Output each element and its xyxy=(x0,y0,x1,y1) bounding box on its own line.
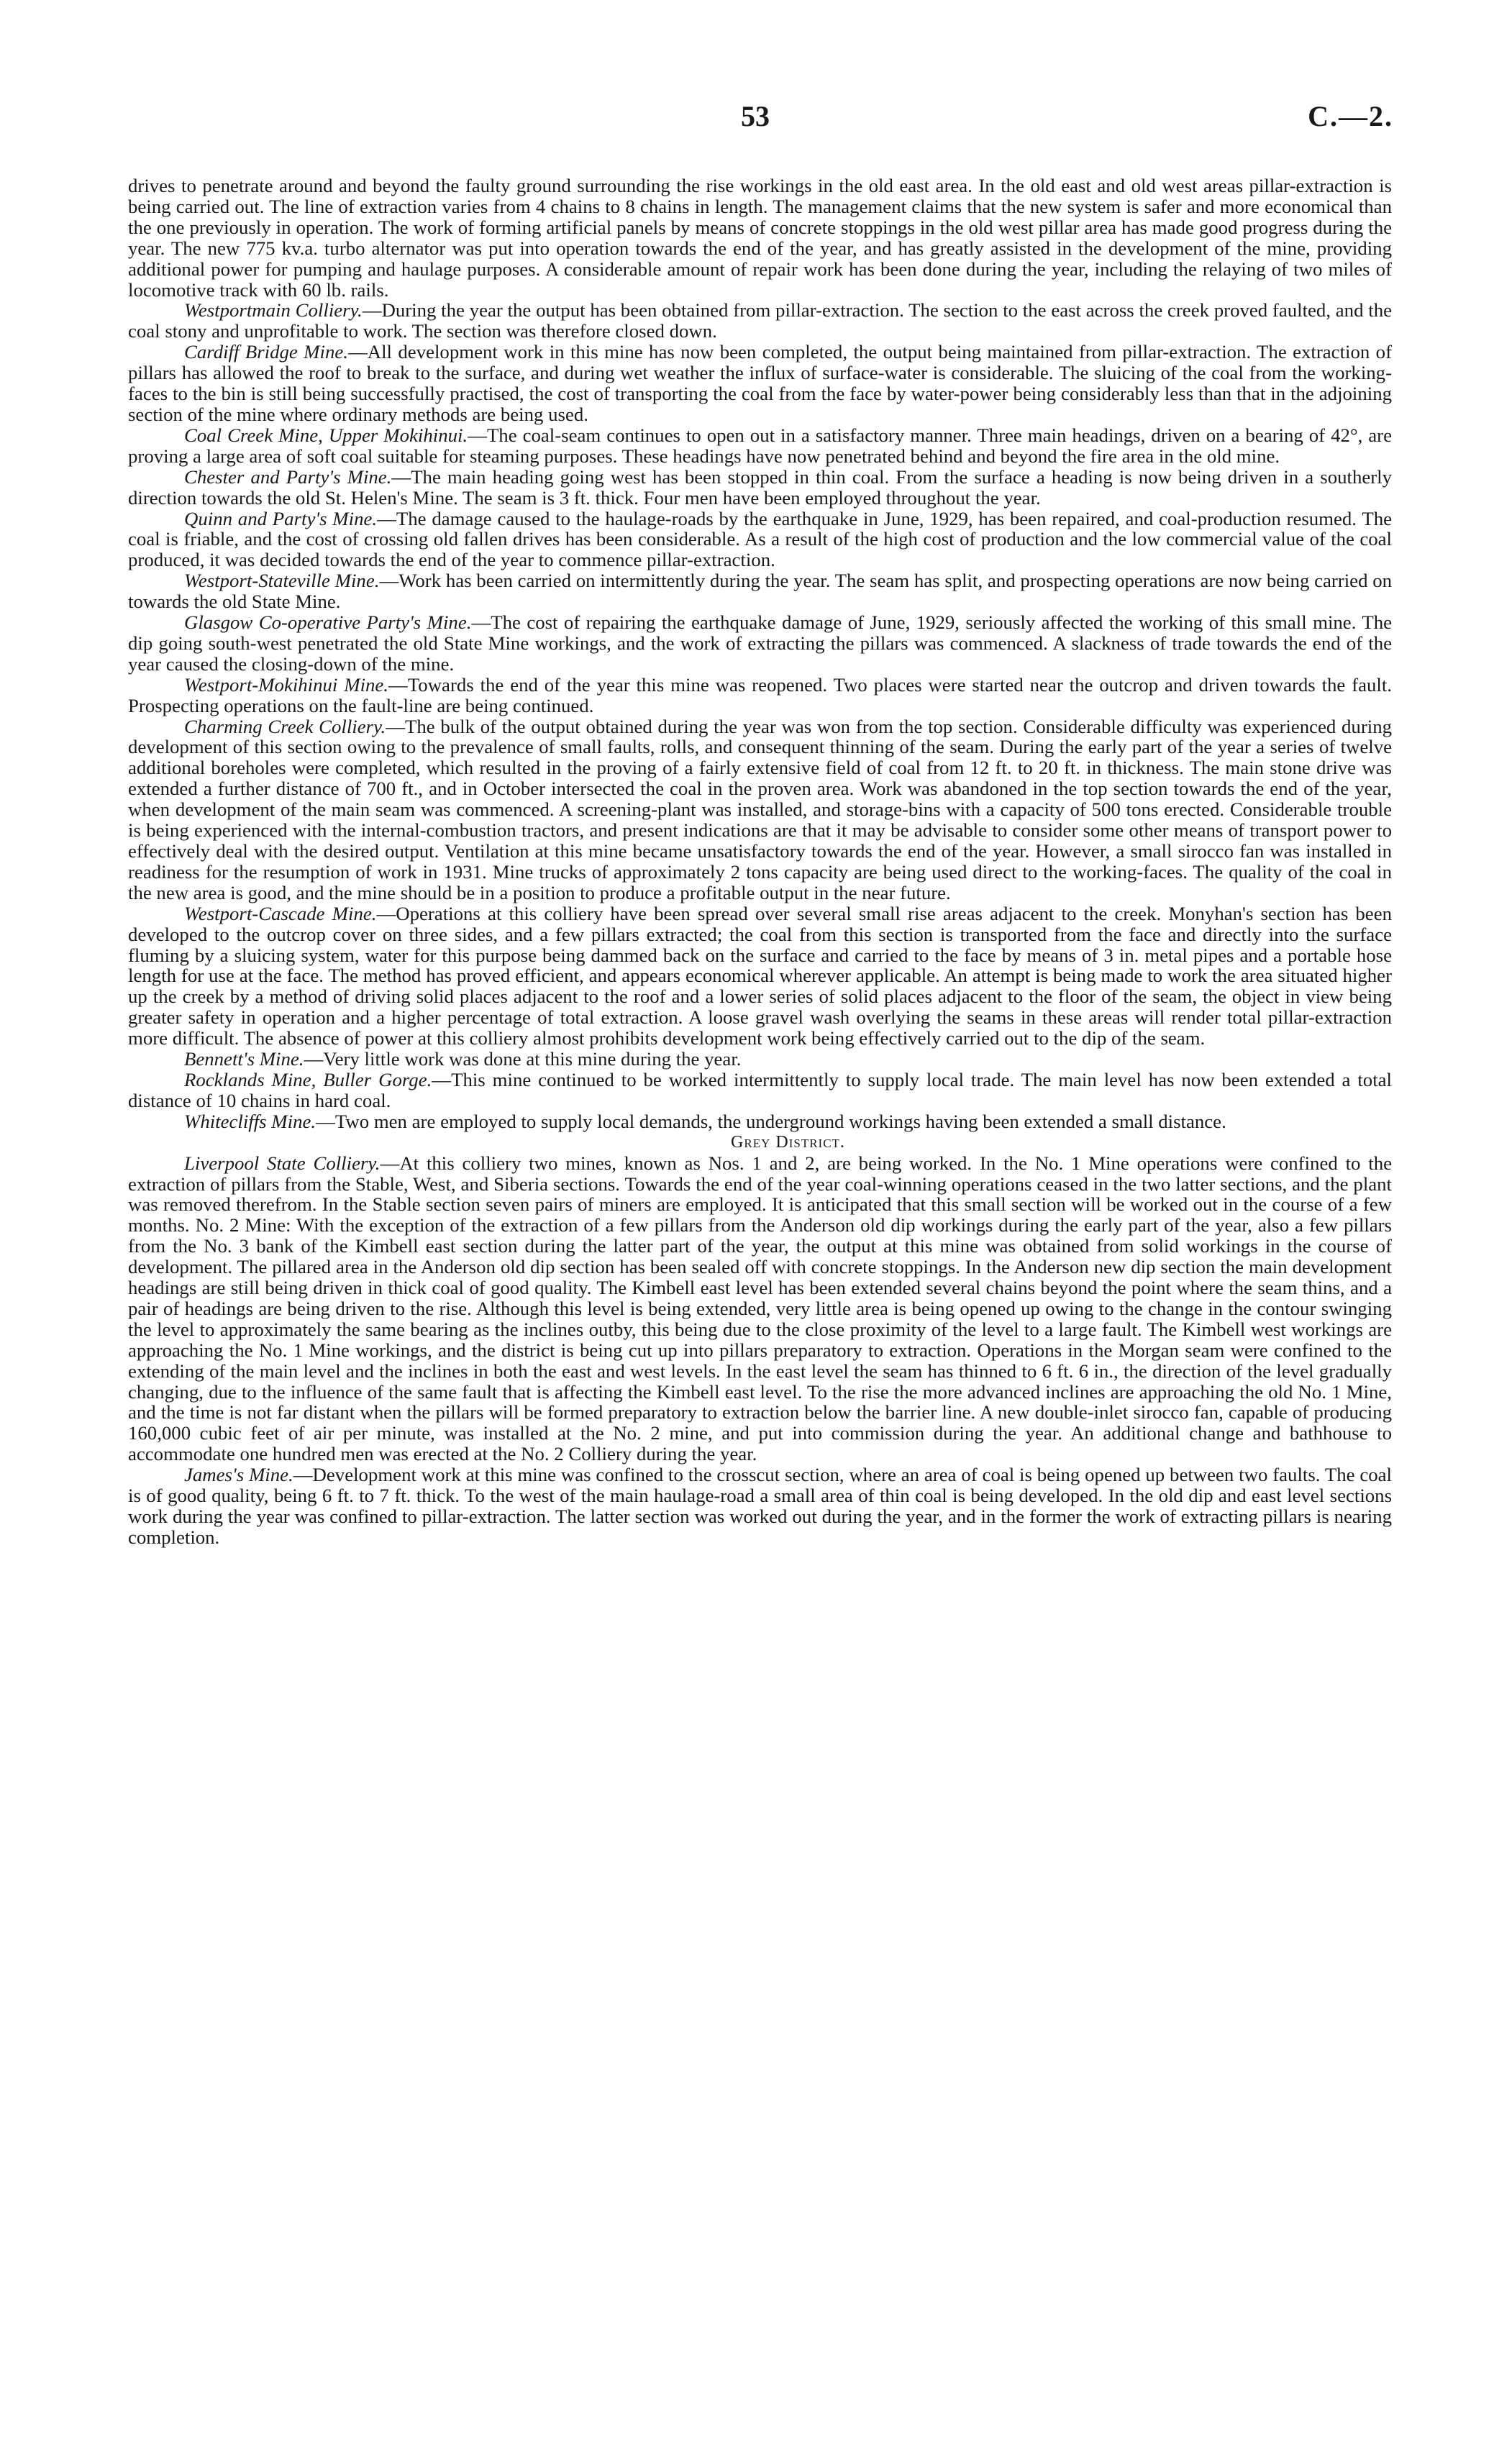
page-number: 53 xyxy=(741,100,770,132)
paragraph-text: —Development work at this mine was confined to the crosscut section, where an area of coal is being opened up between two faults. The coal is of good quality, being 6 ft. to 7 ft. thick. To the west of the main haulage-road a small area of thin coal is being developed. In the old dip and east level sections work during the year was confined to pillar-extraction. The latter section was worked out during the year, and in the former the work of extracting pillars is nearing completion. xyxy=(128,1464,1392,1548)
paragraph-text: —Very little work was done at this mine during the year. xyxy=(304,1048,742,1070)
mine-name: James's Mine. xyxy=(184,1464,293,1486)
paragraph-text: —Towards the end of the year this mine was reopened. Two places were started near the outcrop and driven towards the fault. Prospecting operations on the fault-line are being continued. xyxy=(128,673,1393,716)
mine-name: Quinn and Party's Mine. xyxy=(184,507,378,529)
paragraph-quinn xyxy=(128,509,1392,571)
mine-name: Liverpool State Colliery. xyxy=(184,1152,381,1174)
paragraph-james xyxy=(128,1465,1392,1548)
paragraph-text: —Operations at this colliery have been spread over several small rise areas adjacent to the creek. Monyhan's section has been developed to the outcrop cover on three sides, and a few pillars extracted; the coal from this section is transported from the face and directly into the surface fluming by a sluicing system, water for this purpose being dammed back on the surface and carried to the face by means of 3 in. metal pipes and a portable hose length for use at the face. The method has proved efficient, and appears economical wherever applicable. An attempt is being made to work the area situated higher up the creek by a method of driving solid places adjacent to the roof and a lower series of solid places adjacent to the floor of the seam, the object in view being greater safety in operation and a higher percentage of total extraction. A loose gravel wash overlying the seams in these areas will render total pillar-extraction more difficult. The absence of power at this colliery almost prohibits development work being effectively carried out to the dip of the seam. xyxy=(128,902,1392,1049)
document-code: C.—2. xyxy=(1308,100,1393,132)
paragraph-westportmain xyxy=(128,300,1392,342)
paragraph-text: drives to penetrate around and beyond the faulty ground surrounding the rise workings in the old east area. In the old east and old west areas pillar-extraction is being carried out. The line of extraction varies from 4 chains to 8 chains in length. The management claims that the new system is safer and more economical than the one previously in operation. The work of forming artificial panels by means of concrete stoppings in the old west pillar area has made good progress during the year. The new 775 kv.a. turbo alternator was put into operation towards the end of the year, and has greatly assisted in the development of the mine, providing additional power for pumping and haulage purposes. A considerable amount of repair work has been done during the year, including the relaying of two miles of locomotive track with 60 lb. rails. xyxy=(128,175,1392,301)
mine-name: Rocklands Mine, Buller Gorge. xyxy=(184,1068,432,1090)
mine-name: Westportmain Colliery. xyxy=(184,299,363,322)
paragraph-text: —The damage caused to the haulage-roads by the earthquake in June, 1929, has been repaired, and coal-production resumed. The coal is friable, and the cost of crossing old fallen drives has been considerable. As a result of the high cost of production and the low commercial value of the coal produced, it was decided towards the end of the year to commence pillar-extraction. xyxy=(128,507,1392,571)
paragraph-westport-stateville xyxy=(128,570,1392,612)
paragraph-text: —Two men are employed to supply local demands, the underground workings having been extended a small distance. xyxy=(316,1110,1226,1132)
mine-name: Westport-Mokihinui Mine. xyxy=(184,673,389,696)
paragraph-text: —The main heading going west has been stopped in thin coal. From the surface a heading is now being driven in a southerly direction towards the old St. Helen's Mine. The seam is 3 ft. thick. Four men have been employed throughout the year. xyxy=(128,465,1393,509)
paragraph-charming-creek xyxy=(128,716,1392,903)
paragraph-rocklands xyxy=(128,1070,1392,1111)
mine-name: Coal Creek Mine, Upper Mokihinui. xyxy=(184,424,468,446)
paragraph-westport-mokihinui xyxy=(128,675,1392,716)
section-heading: Grey District. xyxy=(731,1132,845,1152)
mine-name: Westport-Stateville Mine. xyxy=(184,570,380,592)
paragraph-text: —This mine continued to be worked intermittently to supply local trade. The main level has now been extended a total distance of 10 chains in hard coal. xyxy=(128,1068,1392,1111)
mine-name: Whitecliffs Mine. xyxy=(184,1110,316,1132)
paragraph-bennetts xyxy=(128,1049,1392,1070)
paragraph-glasgow xyxy=(128,612,1392,675)
paragraph-cardiff-bridge xyxy=(128,342,1392,425)
paragraph-text: —The cost of repairing the earthquake damage of June, 1929, seriously affected the working of this small mine. The dip going south-west penetrated the old State Mine workings, and the work of extracting the pillars was commenced. A slackness of trade towards the end of the year caused the closing-down of the mine. xyxy=(128,611,1392,675)
paragraph-whitecliffs xyxy=(128,1111,1392,1132)
mine-name: Bennett's Mine. xyxy=(184,1048,304,1070)
paragraph-text: —Work has been carried on intermittently during the year. The seam has split, and prospecting operations are now being carried on towards the old State Mine. xyxy=(128,570,1393,613)
mine-name: Westport-Cascade Mine. xyxy=(184,902,377,924)
mine-name: Chester and Party's Mine. xyxy=(184,465,392,488)
mine-name: Glasgow Co-operative Party's Mine. xyxy=(184,611,472,634)
paragraph-text: —At this colliery two mines, known as Nos. 1 and 2, are being worked. In the No. 1 Mine operations were confined to the extraction of pillars from the Stable, West, and Siberia sections. Towards the end of the year coal-winning operations ceased in the two latter sections, and the plant was removed therefrom. In the Stable section seven pairs of miners are employed. It is anticipated that this small section will be worked out in the course of a few months. No. 2 Mine: With the exception of the extraction of a few pillars from the Anderson old dip workings during the early part of the year, also a few pillars from the No. 3 bank of the Kimbell east section during the latter part of the year, the output at this mine was obtained from solid workings in the course of development. The pillared area in the Anderson old dip section has been sealed off with concrete stoppings. In the Anderson new dip section the main development headings are still being driven in thick coal of good quality. The Kimbell east level has been extended several chains beyond the point where the seam thins, and a pair of headings are being driven to the rise. Although this level is being extended, very little area is being opened up owing to the change in the contour swinging the level to approximately the same bearing as the inclines outby, this being due to the close proximity of the level to a large fault. The Kimbell west workings are approaching the No. 1 Mine workings, and the district is being cut up into pillars preparatory to extraction. Operations in the Morgan seam were confined to the extending of the main level and the inclines in both the east and west levels. In the east level the seam has thinned to 6 ft. 6 in., the direction of the level gradually changing, due to the influence of the same fault that is affecting the Kimbell east level. To the rise the more advanced inclines are approaching the old No. 1 Mine, and the time is not far distant when the pillars will be formed preparatory to extraction below the barrier line. A new double-inlet sirocco fan, capable of producing 160,000 cubic feet of air per minute, was installed at the No. 2 mine, and put into commission during the year. An additional change and bathhouse to accommodate one hundred men was erected at the No. 2 Colliery during the year. xyxy=(128,1152,1392,1465)
paragraph-text: —All development work in this mine has now been completed, the output being maintained from pillar-extraction. The extraction of pillars has allowed the roof to break to the surface, and during wet weather the influx of surface-water is considerable. The sluicing of the coal from the working-faces to the bin is still being successfully practised, the cost of transporting the coal from the face by water-power being considerably less than that in the adjoining section of the mine where ordinary methods are being used. xyxy=(128,341,1392,425)
paragraph-liverpool xyxy=(128,1153,1392,1465)
mine-name: Cardiff Bridge Mine. xyxy=(184,341,348,363)
paragraph-westport-cascade xyxy=(128,903,1392,1049)
paragraph-chester xyxy=(128,467,1392,509)
paragraph-text: —During the year the output has been obtained from pillar-extraction. The section to the east across the creek proved faulted, and the coal stony and unprofitable to work. The section was therefore closed down. xyxy=(128,299,1392,342)
paragraph-text: —The bulk of the output obtained during the year was won from the top section. Considerable difficulty was experienced during development of this section owing to the prevalence of small faults, rolls, and consequent thinning of the seam. During the early part of the year a series of twelve additional boreholes were completed, which resulted in the proving of a fairly extensive field of coal from 12 ft. to 20 ft. in thickness. The main stone drive was extended a further distance of 700 ft., and in October intersected the coal in the proven area. Work was abandoned in the top section towards the end of the year, when development of the main seam was commenced. A screening-plant was installed, and storage-bins with a capacity of 500 tons erected. Considerable trouble is being experienced with the internal-combustion tractors, and present indications are that it may be advisable to consider some other means of transport power to effectively deal with the desired output. Ventilation at this mine became unsatisfactory towards the end of the year. However, a small sirocco fan was installed in readiness for the resumption of work in 1931. Mine trucks of approximately 2 tons capacity are being used direct to the working-faces. The quality of the coal in the new area is good, and the mine should be in a position to produce a profitable output in the near future. xyxy=(128,715,1392,903)
body-text xyxy=(128,176,1392,1548)
paragraph-continuation xyxy=(128,176,1392,300)
paragraph-text: —The coal-seam continues to open out in a satisfactory manner. Three main headings, driven on a bearing of 42°, are proving a large area of soft coal suitable for steaming purposes. These headings have now penetrated behind and beyond the fire area in the old mine. xyxy=(128,424,1392,467)
paragraph-coal-creek xyxy=(128,425,1392,467)
mine-name: Charming Creek Colliery. xyxy=(184,715,386,737)
